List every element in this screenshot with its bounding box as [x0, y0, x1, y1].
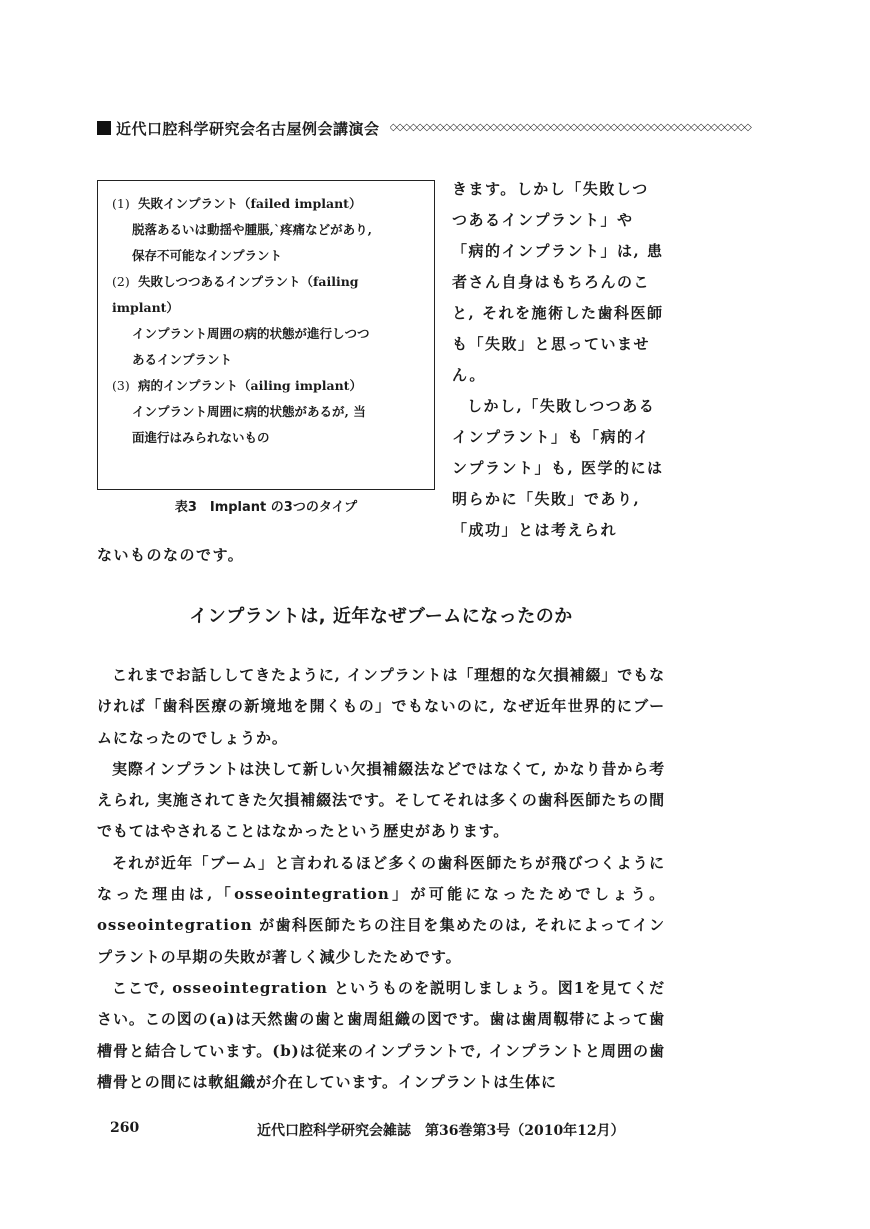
paragraph: 実際インプラントは決して新しい欠損補綴法などではなくて, かなり昔から考えられ, 実施されてきた欠損補綴法です。そしてそれは多くの歯科医師たちの間でもてはやされることはなかったという歴史があります。 [97, 759, 665, 841]
table-item-description: インプラント周囲の病的状態が進行しつつ あるインプラント [132, 326, 370, 367]
table-item [112, 269, 422, 373]
table-item-number: (3) [112, 378, 130, 393]
implant-types-table [97, 180, 435, 490]
page-number: 260 [110, 1120, 140, 1136]
table-item [112, 373, 422, 451]
table-item-description: 脱落あるいは動揺や腫脹,`疼痛などがあり, 保存不可能なインプラント [132, 222, 372, 263]
journal-info: 近代口腔科学研究会雑誌 第36巻第3号（2010年12月） [257, 1123, 625, 1139]
section-heading: インプラントは, 近年なぜブームになったのか [189, 606, 573, 627]
paragraph: しかし,「失敗しつつあるインプラント」も「病的インプラント」も, 医学的には明らかに「失敗」であり,「成功」とは考えられ [452, 397, 664, 539]
header-decoration: ◇◇◇◇◇◇◇◇◇◇◇◇◇◇◇◇◇◇◇◇◇◇◇◇◇◇◇◇◇◇◇◇◇◇◇◇◇◇◇◇◇◇◇◇◇◇◇◇◇◇◇◇◇◇ [389, 123, 751, 133]
table-caption: 表3 Implant の3つのタイプ [174, 500, 358, 515]
right-column-text [452, 174, 664, 546]
table-item [112, 191, 422, 269]
table-item-title: (3) 病的インプラント（ailing implant） [112, 373, 422, 399]
paragraph: ここで, osseointegration というものを説明しましょう。図1を見てください。この図の(a)は天然歯の歯と歯周組織の図です。歯は歯周靱帯によって歯槽骨と結合しています。(b)は従来のインプラントで, インプラントと周囲の歯槽骨との間には軟組織が介在しています。インプラントは生体に [97, 978, 665, 1091]
continuation-text: ないものなのです。 [97, 546, 245, 564]
table-item-title: (2) 失敗しつつあるインプラント（failing implant） [112, 269, 422, 321]
running-header [97, 117, 827, 139]
table-item-number: (2) [112, 274, 130, 289]
paragraph: これまでお話ししてきたように, インプラントは「理想的な欠損補綴」でもなければ「歯科医療の新境地を開くもの」でもないのに, なぜ近年世界的にブームになったのでしょうか。 [97, 666, 665, 747]
table-item-number: (1) [112, 196, 130, 211]
body-text [97, 660, 665, 1098]
paragraph: きます。しかし「失敗しつつあるインプラント」や「病的インプラント」は, 患者さん自身はもちろんのこと, それを施術した歯科医師も「失敗」と思っていません。 [452, 180, 664, 384]
header-title: 近代口腔科学研究会名古屋例会講演会 [116, 119, 380, 138]
table-item-title: (1) 失敗インプラント（failed implant） [112, 191, 422, 217]
paragraph: それが近年「ブーム」と言われるほど多くの歯科医師たちが飛びつくようになった理由は,「osseointegration」が可能になったためでしょう。osseointegration が歯科医師たちの注目を集めたのは, それによってインプラントの早期の失敗が著しく減少したためです。 [97, 853, 665, 966]
table-item-description: インプラント周囲に病的状態があるが, 当 面進行はみられないもの [132, 404, 366, 445]
header-square-icon [97, 121, 111, 135]
